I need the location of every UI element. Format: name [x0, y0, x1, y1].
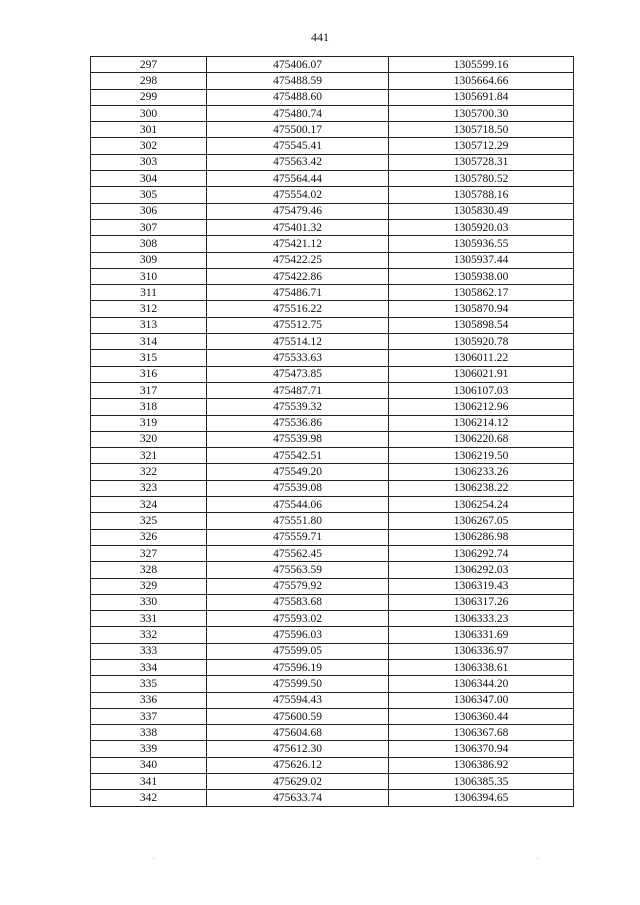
x-coordinate-cell: 475422.25 — [207, 252, 389, 268]
scan-speck: ˙ — [152, 856, 155, 865]
x-coordinate-cell: 475544.06 — [207, 497, 389, 513]
y-coordinate-cell: 1306214.12 — [389, 415, 574, 431]
y-coordinate-cell: 1306219.50 — [389, 448, 574, 464]
x-coordinate-cell: 475488.59 — [207, 73, 389, 89]
table-row — [91, 301, 574, 317]
point-number-cell: 331 — [91, 611, 207, 627]
table-row — [91, 285, 574, 301]
y-coordinate-cell: 1306331.69 — [389, 627, 574, 643]
table-row — [91, 741, 574, 757]
y-coordinate-cell: 1305920.78 — [389, 334, 574, 350]
point-number-cell: 338 — [91, 725, 207, 741]
y-coordinate-cell: 1306394.65 — [389, 790, 574, 806]
point-number-cell: 315 — [91, 350, 207, 366]
point-number-cell: 336 — [91, 692, 207, 708]
point-number-cell: 307 — [91, 219, 207, 235]
y-coordinate-cell: 1305599.16 — [389, 57, 574, 73]
point-number-cell: 314 — [91, 334, 207, 350]
y-coordinate-cell: 1305830.49 — [389, 203, 574, 219]
x-coordinate-cell: 475514.12 — [207, 334, 389, 350]
x-coordinate-cell: 475559.71 — [207, 529, 389, 545]
y-coordinate-cell: 1305862.17 — [389, 285, 574, 301]
point-number-cell: 334 — [91, 659, 207, 675]
x-coordinate-cell: 475593.02 — [207, 611, 389, 627]
x-coordinate-cell: 475533.63 — [207, 350, 389, 366]
point-number-cell: 339 — [91, 741, 207, 757]
y-coordinate-cell: 1305664.66 — [389, 73, 574, 89]
x-coordinate-cell: 475536.86 — [207, 415, 389, 431]
x-coordinate-cell: 475563.42 — [207, 154, 389, 170]
x-coordinate-cell: 475488.60 — [207, 89, 389, 105]
table-row — [91, 57, 574, 73]
x-coordinate-cell: 475564.44 — [207, 171, 389, 187]
y-coordinate-cell: 1306344.20 — [389, 676, 574, 692]
x-coordinate-cell: 475473.85 — [207, 366, 389, 382]
point-number-cell: 306 — [91, 203, 207, 219]
point-number-cell: 342 — [91, 790, 207, 806]
y-coordinate-cell: 1306336.97 — [389, 643, 574, 659]
table-row — [91, 497, 574, 513]
x-coordinate-cell: 475516.22 — [207, 301, 389, 317]
point-number-cell: 332 — [91, 627, 207, 643]
point-number-cell: 310 — [91, 268, 207, 284]
x-coordinate-cell: 475512.75 — [207, 317, 389, 333]
x-coordinate-cell: 475626.12 — [207, 757, 389, 773]
y-coordinate-cell: 1305700.30 — [389, 105, 574, 121]
x-coordinate-cell: 475545.41 — [207, 138, 389, 154]
table-row — [91, 594, 574, 610]
y-coordinate-cell: 1306338.61 — [389, 659, 574, 675]
table-row — [91, 317, 574, 333]
point-number-cell: 322 — [91, 464, 207, 480]
y-coordinate-cell: 1306107.03 — [389, 382, 574, 398]
point-number-cell: 317 — [91, 382, 207, 398]
x-coordinate-cell: 475596.03 — [207, 627, 389, 643]
table-row — [91, 105, 574, 121]
point-number-cell: 309 — [91, 252, 207, 268]
coordinate-table — [90, 56, 574, 807]
point-number-cell: 299 — [91, 89, 207, 105]
table-row — [91, 627, 574, 643]
y-coordinate-cell: 1305938.00 — [389, 268, 574, 284]
point-number-cell: 340 — [91, 757, 207, 773]
x-coordinate-cell: 475612.30 — [207, 741, 389, 757]
table-row — [91, 578, 574, 594]
y-coordinate-cell: 1305712.29 — [389, 138, 574, 154]
y-coordinate-cell: 1306319.43 — [389, 578, 574, 594]
table-row — [91, 464, 574, 480]
point-number-cell: 328 — [91, 562, 207, 578]
table-row — [91, 154, 574, 170]
coordinate-table-body — [91, 57, 574, 807]
point-number-cell: 320 — [91, 431, 207, 447]
table-row — [91, 545, 574, 561]
table-row — [91, 676, 574, 692]
x-coordinate-cell: 475551.80 — [207, 513, 389, 529]
y-coordinate-cell: 1306021.91 — [389, 366, 574, 382]
y-coordinate-cell: 1305728.31 — [389, 154, 574, 170]
table-row — [91, 252, 574, 268]
table-row — [91, 334, 574, 350]
point-number-cell: 330 — [91, 594, 207, 610]
point-number-cell: 304 — [91, 171, 207, 187]
x-coordinate-cell: 475562.45 — [207, 545, 389, 561]
table-row — [91, 415, 574, 431]
point-number-cell: 341 — [91, 774, 207, 790]
x-coordinate-cell: 475421.12 — [207, 236, 389, 252]
table-row — [91, 73, 574, 89]
point-number-cell: 316 — [91, 366, 207, 382]
x-coordinate-cell: 475486.71 — [207, 285, 389, 301]
y-coordinate-cell: 1306212.96 — [389, 399, 574, 415]
page-number: 441 — [311, 30, 329, 44]
point-number-cell: 301 — [91, 122, 207, 138]
x-coordinate-cell: 475579.92 — [207, 578, 389, 594]
y-coordinate-cell: 1306254.24 — [389, 497, 574, 513]
x-coordinate-cell: 475563.59 — [207, 562, 389, 578]
y-coordinate-cell: 1306233.26 — [389, 464, 574, 480]
x-coordinate-cell: 475542.51 — [207, 448, 389, 464]
point-number-cell: 311 — [91, 285, 207, 301]
point-number-cell: 318 — [91, 399, 207, 415]
point-number-cell: 326 — [91, 529, 207, 545]
x-coordinate-cell: 475539.98 — [207, 431, 389, 447]
table-row — [91, 529, 574, 545]
table-row — [91, 122, 574, 138]
point-number-cell: 321 — [91, 448, 207, 464]
x-coordinate-cell: 475596.19 — [207, 659, 389, 675]
x-coordinate-cell: 475401.32 — [207, 219, 389, 235]
y-coordinate-cell: 1306333.23 — [389, 611, 574, 627]
point-number-cell: 337 — [91, 708, 207, 724]
y-coordinate-cell: 1305718.50 — [389, 122, 574, 138]
x-coordinate-cell: 475554.02 — [207, 187, 389, 203]
table-row — [91, 399, 574, 415]
table-row — [91, 350, 574, 366]
point-number-cell: 333 — [91, 643, 207, 659]
point-number-cell: 327 — [91, 545, 207, 561]
y-coordinate-cell: 1305870.94 — [389, 301, 574, 317]
table-row — [91, 725, 574, 741]
y-coordinate-cell: 1306292.03 — [389, 562, 574, 578]
y-coordinate-cell: 1305691.84 — [389, 89, 574, 105]
point-number-cell: 319 — [91, 415, 207, 431]
y-coordinate-cell: 1306238.22 — [389, 480, 574, 496]
table-row — [91, 382, 574, 398]
x-coordinate-cell: 475629.02 — [207, 774, 389, 790]
y-coordinate-cell: 1305936.55 — [389, 236, 574, 252]
point-number-cell: 302 — [91, 138, 207, 154]
x-coordinate-cell: 475599.05 — [207, 643, 389, 659]
x-coordinate-cell: 475604.68 — [207, 725, 389, 741]
y-coordinate-cell: 1306317.26 — [389, 594, 574, 610]
table-row — [91, 431, 574, 447]
table-row — [91, 268, 574, 284]
y-coordinate-cell: 1306267.05 — [389, 513, 574, 529]
point-number-cell: 325 — [91, 513, 207, 529]
x-coordinate-cell: 475480.74 — [207, 105, 389, 121]
y-coordinate-cell: 1306386.92 — [389, 757, 574, 773]
x-coordinate-cell: 475599.50 — [207, 676, 389, 692]
y-coordinate-cell: 1305788.16 — [389, 187, 574, 203]
point-number-cell: 312 — [91, 301, 207, 317]
table-row — [91, 659, 574, 675]
table-row — [91, 790, 574, 806]
y-coordinate-cell: 1305780.52 — [389, 171, 574, 187]
x-coordinate-cell: 475583.68 — [207, 594, 389, 610]
table-row — [91, 236, 574, 252]
y-coordinate-cell: 1306370.94 — [389, 741, 574, 757]
y-coordinate-cell: 1305920.03 — [389, 219, 574, 235]
x-coordinate-cell: 475422.86 — [207, 268, 389, 284]
x-coordinate-cell: 475549.20 — [207, 464, 389, 480]
y-coordinate-cell: 1306011.22 — [389, 350, 574, 366]
table-row — [91, 187, 574, 203]
x-coordinate-cell: 475633.74 — [207, 790, 389, 806]
table-row — [91, 448, 574, 464]
point-number-cell: 329 — [91, 578, 207, 594]
point-number-cell: 324 — [91, 497, 207, 513]
x-coordinate-cell: 475487.71 — [207, 382, 389, 398]
point-number-cell: 300 — [91, 105, 207, 121]
table-row — [91, 708, 574, 724]
table-row — [91, 774, 574, 790]
table-row — [91, 562, 574, 578]
y-coordinate-cell: 1305937.44 — [389, 252, 574, 268]
x-coordinate-cell: 475539.08 — [207, 480, 389, 496]
table-row — [91, 643, 574, 659]
y-coordinate-cell: 1305898.54 — [389, 317, 574, 333]
y-coordinate-cell: 1306367.68 — [389, 725, 574, 741]
point-number-cell: 305 — [91, 187, 207, 203]
y-coordinate-cell: 1306220.68 — [389, 431, 574, 447]
table-row — [91, 171, 574, 187]
point-number-cell: 298 — [91, 73, 207, 89]
table-row — [91, 89, 574, 105]
x-coordinate-cell: 475500.17 — [207, 122, 389, 138]
x-coordinate-cell: 475539.32 — [207, 399, 389, 415]
point-number-cell: 335 — [91, 676, 207, 692]
point-number-cell: 308 — [91, 236, 207, 252]
x-coordinate-cell: 475479.46 — [207, 203, 389, 219]
x-coordinate-cell: 475594.43 — [207, 692, 389, 708]
scan-speck: ˙ — [536, 856, 539, 865]
y-coordinate-cell: 1306292.74 — [389, 545, 574, 561]
x-coordinate-cell: 475600.59 — [207, 708, 389, 724]
point-number-cell: 313 — [91, 317, 207, 333]
y-coordinate-cell: 1306286.98 — [389, 529, 574, 545]
table-row — [91, 219, 574, 235]
point-number-cell: 303 — [91, 154, 207, 170]
table-row — [91, 611, 574, 627]
table-row — [91, 203, 574, 219]
table-row — [91, 692, 574, 708]
y-coordinate-cell: 1306385.35 — [389, 774, 574, 790]
point-number-cell: 297 — [91, 57, 207, 73]
table-row — [91, 138, 574, 154]
table-row — [91, 480, 574, 496]
y-coordinate-cell: 1306360.44 — [389, 708, 574, 724]
table-row — [91, 757, 574, 773]
y-coordinate-cell: 1306347.00 — [389, 692, 574, 708]
point-number-cell: 323 — [91, 480, 207, 496]
table-row — [91, 513, 574, 529]
x-coordinate-cell: 475406.07 — [207, 57, 389, 73]
table-row — [91, 366, 574, 382]
